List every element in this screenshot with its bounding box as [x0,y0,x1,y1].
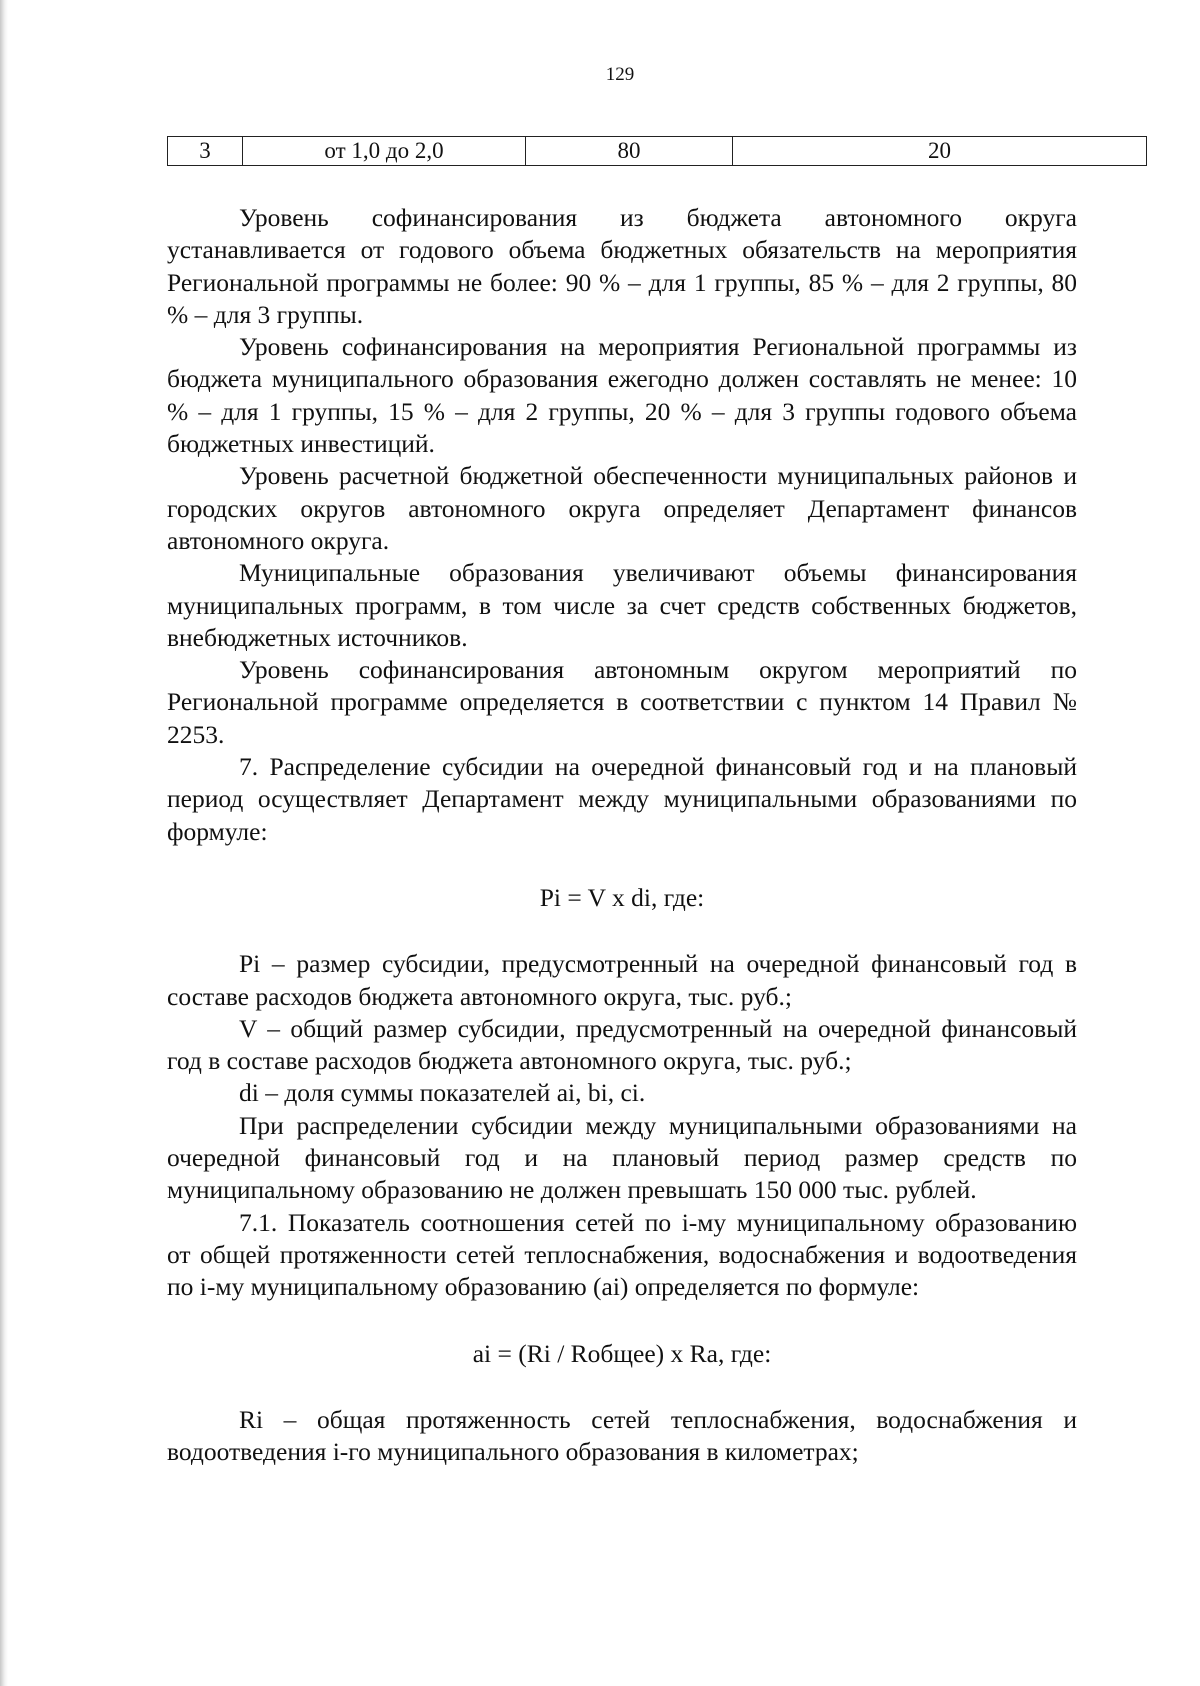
page-number: 129 [605,64,635,85]
formula-ai: ai = (Ri / Rобщее) x Ra, где: [472,1338,772,1368]
group-table [167,136,1147,166]
paragraph: 7. Распределение субсидии на очередной финансовый год и на плановый период осуществляет Департамент между муниципальными образованиями по формуле: [167,752,1077,846]
paragraph: Муниципальные образования увеличивают объемы финансирования муниципальных программ, в том числе за счет средств собственных бюджетов, внебюджетных источников. [167,558,1077,652]
paragraph: Уровень расчетной бюджетной обеспеченности муниципальных районов и городских округов автономного округа определяет Департамент финансов автономного округа. [167,461,1077,555]
paragraph: 7.1. Показатель соотношения сетей по i-му муниципальному образованию от общей протяженности сетей теплоснабжения, водоснабжения и водоотведения по i-му муниципальному образованию (ai) определяется по формуле: [167,1207,1077,1302]
table-cell-group: 3 [168,137,243,166]
paragraph: Уровень софинансирования на мероприятия Региональной программы из бюджета муниципального образования ежегодно должен составлять не менее: 10 % – для 1 группы, 15 % – для 2 группы, 20 % – для 3 группы годового объема бюджетных инвестиций. [167,332,1077,459]
scan-edge [0,0,8,1686]
document-body [167,202,1077,1468]
paragraph: Уровень софинансирования из бюджета автономного округа устанавливается от годового объема бюджетных обязательств на мероприятия Региональной программы не более: 90 % – для 1 группы, 85 % – для 2 группы, 80 % – для 3 группы. [167,203,1077,329]
formula-pi: Pi = V x di, где: [539,882,705,912]
paragraph: Уровень софинансирования автономным округом мероприятий по Региональной программе определяется в соответствии с пунктом 14 Правил № 2253. [167,655,1077,749]
table-cell-range: от 1,0 до 2,0 [243,137,526,166]
table-row [168,137,1147,166]
table-cell-autonomous-share: 80 [526,137,733,166]
paragraph: V – общий размер субсидии, предусмотренный на очередной финансовый год в составе расходов бюджета автономного округа, тыс. руб.; [167,1013,1077,1076]
paragraph: Pi – размер субсидии, предусмотренный на очередной финансовый год в составе расходов бюджета автономного округа, тыс. руб.; [167,949,1077,1011]
paragraph: di – доля суммы показателей ai, bi, ci. [239,1078,646,1108]
table-cell-municipal-share: 20 [733,137,1147,166]
paragraph: Ri – общая протяженность сетей теплоснабжения, водоснабжения и водоотведения i-го муниципального образования в километрах; [167,1404,1077,1467]
paragraph: При распределении субсидии между муниципальными образованиями на очередной финансовый год и на плановый период размер средств по муниципальному образованию не должен превышать 150 000 тыс. рублей. [167,1110,1077,1205]
